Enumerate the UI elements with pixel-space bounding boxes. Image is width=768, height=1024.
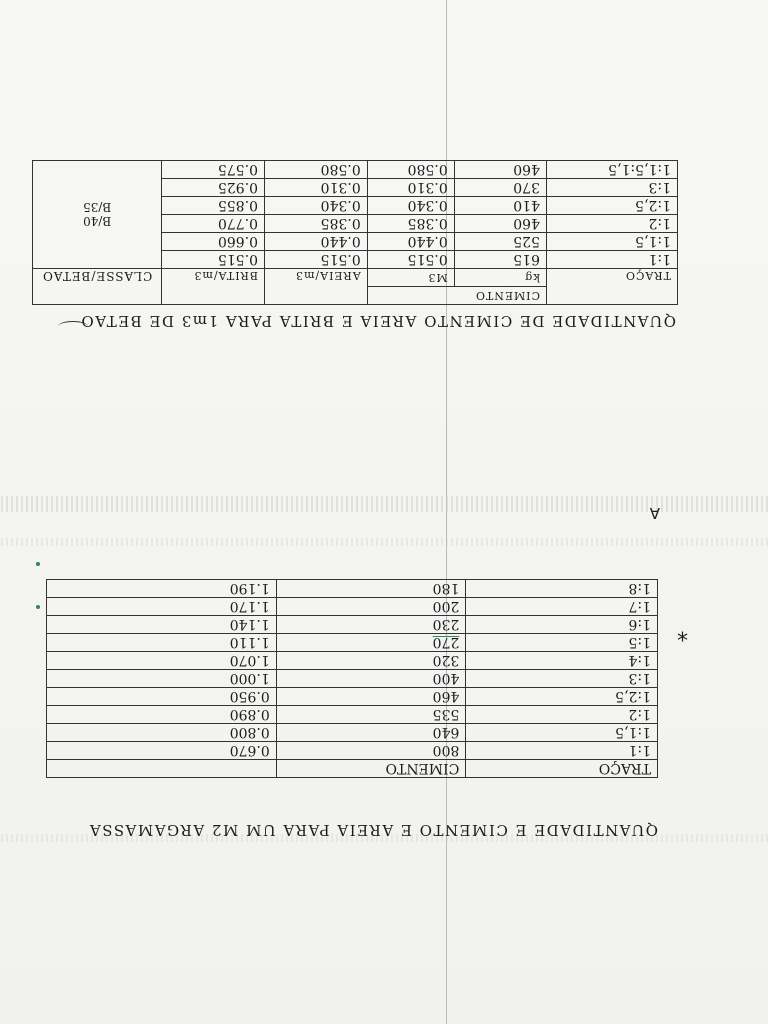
header-areia <box>47 760 277 778</box>
pen-stroke-mark <box>58 321 88 332</box>
cimento-m3-cell: 0.515 <box>367 251 454 269</box>
traco-cell: 1:2 <box>546 215 677 233</box>
cimento-cell: 640 <box>276 724 466 742</box>
betao-title: QUANTIDADE DE CIMENTO AREIA E BRITA PARA 1m3 DE BETAO <box>79 312 676 330</box>
areia-cell: 0.950 <box>47 688 277 706</box>
traco-cell: 1:1,5:1,5 <box>546 161 677 179</box>
traco-cell: 1:6 <box>466 616 658 634</box>
areia-cell: 0.310 <box>265 179 368 197</box>
brita-cell: 0.925 <box>162 179 265 197</box>
areia-cell: 1.000 <box>47 670 277 688</box>
table-row <box>47 670 658 688</box>
brita-cell: 0.660 <box>162 233 265 251</box>
traco-cell: 1:4 <box>466 652 658 670</box>
table-header-row <box>33 287 678 305</box>
cimento-cell: 535 <box>276 706 466 724</box>
argamassa-title: QUANTIDADE E CIMENTO E AREIA PARA UM M2 ARGAMASSA <box>88 821 658 839</box>
header-areia: AREIA/m3 <box>265 269 368 305</box>
traco-cell: 1:7 <box>466 598 658 616</box>
brita-cell: 0.855 <box>162 197 265 215</box>
cimento-kg-cell: 460 <box>454 161 546 179</box>
green-dot-mark <box>36 562 40 566</box>
table-row <box>47 634 658 652</box>
header-m3: M3 <box>367 269 454 287</box>
table-row <box>47 688 658 706</box>
areia-cell: 0.670 <box>47 742 277 760</box>
brita-cell: 0.515 <box>162 251 265 269</box>
traco-cell: 1:3 <box>546 179 677 197</box>
cimento-cell: 200 <box>276 598 466 616</box>
areia-cell: 0.515 <box>265 251 368 269</box>
traco-cell: 1:2 <box>466 706 658 724</box>
areia-cell: 1.070 <box>47 652 277 670</box>
areia-cell: 1.170 <box>47 598 277 616</box>
table-row <box>47 598 658 616</box>
traco-cell: 1:1,5 <box>546 233 677 251</box>
areia-cell: 0.440 <box>265 233 368 251</box>
table-row <box>47 706 658 724</box>
brita-cell: 0.770 <box>162 215 265 233</box>
table-row <box>47 652 658 670</box>
cimento-m3-cell: 0.340 <box>367 197 454 215</box>
stray-letter: A <box>649 504 660 522</box>
areia-cell: 0.890 <box>47 706 277 724</box>
traco-cell: 1:3 <box>466 670 658 688</box>
cimento-kg-cell: 410 <box>454 197 546 215</box>
traco-cell: 1:1 <box>546 251 677 269</box>
cimento-m3-cell: 0.385 <box>367 215 454 233</box>
cimento-kg-cell: 460 <box>454 215 546 233</box>
cimento-kg-cell: 615 <box>454 251 546 269</box>
scan-noise-band <box>0 538 768 546</box>
header-kg: kg <box>454 269 546 287</box>
cimento-m3-cell: 0.440 <box>367 233 454 251</box>
header-cimento: CIMENTO <box>276 760 466 778</box>
areia-cell: 1.140 <box>47 616 277 634</box>
cimento-m3-cell: 0.580 <box>367 161 454 179</box>
table-row <box>47 616 658 634</box>
cimento-cell: 180 <box>276 580 466 598</box>
header-brita: BRITA/m3 <box>162 269 265 305</box>
traco-cell: 1:1 <box>466 742 658 760</box>
table-row <box>33 251 678 269</box>
areia-cell: 0.800 <box>47 724 277 742</box>
green-dot-mark <box>36 605 40 609</box>
traco-cell: 1:8 <box>466 580 658 598</box>
areia-cell: 1.190 <box>47 580 277 598</box>
cimento-cell: 800 <box>276 742 466 760</box>
table-row <box>47 580 658 598</box>
areia-cell: 0.340 <box>265 197 368 215</box>
classe-b40: B/40 <box>83 214 112 229</box>
betao-table <box>32 160 678 305</box>
cimento-kg-cell: 525 <box>454 233 546 251</box>
cimento-cell: 230 <box>276 616 466 634</box>
table-header-row <box>47 760 658 778</box>
areia-cell: 0.385 <box>265 215 368 233</box>
cimento-cell: 400 <box>276 670 466 688</box>
header-traco: TRAÇO <box>466 760 658 778</box>
cimento-kg-cell: 370 <box>454 179 546 197</box>
argamassa-table <box>46 579 658 778</box>
header-cimento: CIMENTO <box>367 287 546 305</box>
areia-cell: 1.110 <box>47 634 277 652</box>
areia-cell: 0.580 <box>265 161 368 179</box>
table-row <box>47 742 658 760</box>
cimento-cell: 460 <box>276 688 466 706</box>
header-classe: CLASSE/BETAO <box>33 269 162 305</box>
classe-cell <box>33 161 162 269</box>
classe-b35: B/35 <box>83 200 112 215</box>
table-row <box>47 724 658 742</box>
brita-cell: 0.575 <box>162 161 265 179</box>
fold-line <box>446 0 447 1024</box>
cimento-cell: 270 <box>276 634 466 652</box>
cimento-cell: 320 <box>276 652 466 670</box>
traco-cell: 1:1,5 <box>466 724 658 742</box>
traco-cell: 1:2,5 <box>546 197 677 215</box>
star-annotation: * <box>677 619 688 644</box>
cimento-m3-cell: 0.310 <box>367 179 454 197</box>
header-traco: TRAÇO <box>546 269 677 305</box>
traco-cell: 1:2,5 <box>466 688 658 706</box>
traco-cell: 1:5 <box>466 634 658 652</box>
